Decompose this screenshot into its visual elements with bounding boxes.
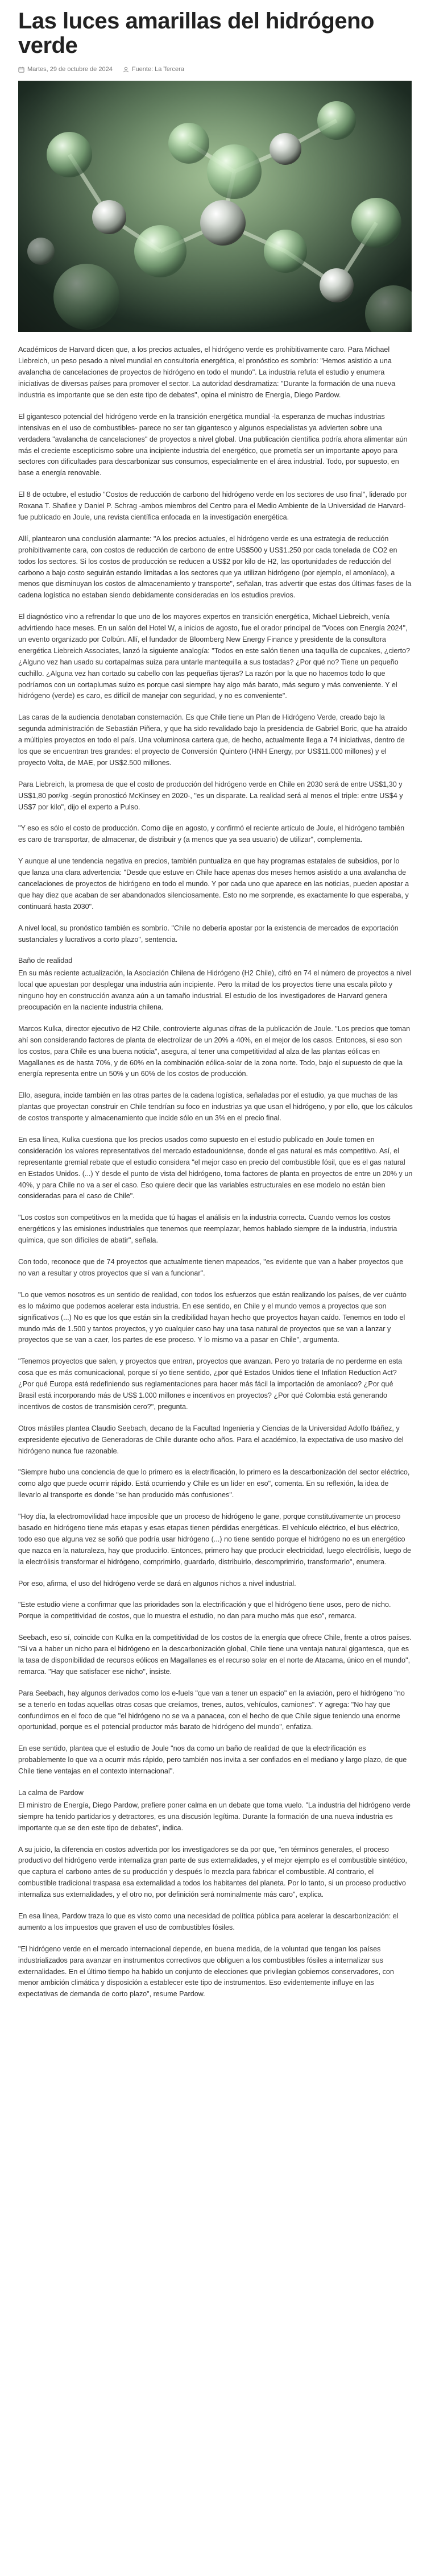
paragraph: Con todo, reconoce que de 74 proyectos que actualmente tienen mapeados, "es evidente que van a haber proyectos que no van a resultar y otros proyectos que sí van a funcionar".	[18, 1258, 404, 1277]
hero-image	[18, 81, 412, 332]
paragraph: "Lo que vemos nosotros es un sentido de realidad, con todos los esfuerzos que están realizando los países, de ver cuánto es lo máximo que podemos acelerar esta industria. En ese sentido, en Chile y el mundo vemos a proyectos que son significativos (...) No es que los que están sin la credibilidad hayan hecho que proyectos hayan caído. Tenemos en todo el mundo más de 1.500 y tantos proyectos, y yo cualquier caso hay una tasa natural de proyectos que se van a lanzar y proyectos que se van a caer, los partes de ese proceso. Y lo mismo va a pasar en Chile", argumenta.	[18, 1290, 407, 1344]
user-icon	[123, 67, 129, 73]
paragraph: Para Liebreich, la promesa de que el costo de producción del hidrógeno verde en Chile en 2030 será de entre US$1,30 y US$1,80 por/kg -según pronosticó McKinsey en 2020-, "es un disparate. La realidad será al menos el triple: entre US$4 y US$7 por kilo", dijo el experto a Pulso.	[18, 780, 403, 811]
article-source: Fuente: La Tercera	[131, 66, 184, 73]
article-meta	[18, 66, 413, 73]
paragraph: Allí, plantearon una conclusión alarmante: "A los precios actuales, el hidrógeno verde es una estrategia de reducción prohibitivamente cara, con costos de reducción de carbono de entre US$500 y US$1.250 por cada tonelada de CO2 en todos los sectores. Si los costos de producción se reducen a US$2 por kilo de H2, las oportunidades de reducción del carbono a bajo costo seguirán estando limitadas a los sectores que ya utilizan hidrógeno (por ejemplo, el amoníaco), a menos que disminuyan los costos de almacenamiento y transporte", señalan, tras advertir que estas dos últimas fases de la cadena logística no estaban siendo debidamente consideradas en los estudios previos.	[18, 534, 412, 600]
paragraph: El 8 de octubre, el estudio "Costos de reducción de carbono del hidrógeno verde en los sectores de uso final", liderado por Roxana T. Shafiee y Daniel P. Schrag -ambos miembros del Centro para el Medio Ambiente de la Universidad de Harvard- fue publicado en Joule, una revista científica enfocada en la investigación energética.	[18, 491, 407, 521]
paragraph: En ese sentido, plantea que el estudio de Joule "nos da como un baño de realidad de que la electrificación es probablemente lo que va a ocurrir más rápido, pero también nos invita a ser confiados en el mediano y largo plazo, de que Chile tiene ventajas en el contexto internacional".	[18, 1744, 407, 1776]
paragraph: En esa línea, Pardow traza lo que es visto como una necesidad de política pública para acelerar la descarbonización: el aumento a los impuestos que graven el uso de combustibles fósiles.	[18, 1912, 399, 1931]
molecule-illustration	[18, 81, 412, 332]
paragraph: Académicos de Harvard dicen que, a los precios actuales, el hidrógeno verde es prohibitivamente caro. Para Michael Liebreich, un peso pesado a nivel mundial en consultoría energética, el pronóstico es sombrío: "Hemos asistido a una avalancha de cancelaciones de proyectos de hidrógeno en todo el mundo". La industria refuta el estudio y enumera iniciativas de diversas países para promover el sector. La autoridad desdramatiza: "Durante la formación de una nueva industria es importante que se den este tipo de debates", opina el ministro de Energía, Diego Pardow.	[18, 346, 396, 399]
paragraph: Ello, asegura, incide también en las otras partes de la cadena logística, señaladas por el estudio, ya que muchas de las plantas que proyectan construir en Chile tendrían su foco en industrias ya que usan el hidrógeno, y por ello, que los cálculos de costos transporte y almacenamiento que incide sólo en un 3% en el precio final.	[18, 1091, 413, 1123]
paragraph: "Y eso es sólo el costo de producción. Como dije en agosto, y confirmó el reciente artículo de Joule, el hidrógeno también es caro de transportar, de almacenar, de distribuir y (a menos que ya sea usuario) de utilizar", complementa.	[18, 824, 405, 844]
calendar-icon	[18, 67, 24, 73]
paragraph: El ministro de Energía, Diego Pardow, prefiere poner calma en un debate que toma vuelo. "La industria del hidrógeno verde siempre ha tenido partidarios y detractores, es una discusión legítima. Durante la formación de una nueva industria es importante que se den este tipo de debates", indica.	[18, 1801, 411, 1832]
paragraph: El gigantesco potencial del hidrógeno verde en la transición energética mundial -la esperanza de muchas industrias intensivas en el uso de combustibles- parece no ser tan gigantesco y algunos especialistas ya advierten sobre una verdadera "avalancha de cancelaciones" de proyectos a nivel global. Una publicación científica podría ahora alimentar aún más el creciente escepticismo sobre una incipiente industria del energético, que prometía ser un importante apoyo para sectores con dificultades para descarbonizar sus consumos, especialmente en el área industrial. Todo, por supuesto, en base a energía renovable.	[18, 412, 408, 477]
section-heading: La calma de Pardow	[18, 1789, 84, 1797]
paragraph: "Siempre hubo una conciencia de que lo primero es la electrificación, lo primero es la descarbonización del sector eléctrico, como algo que puede ocurrir rápido. Está ocurriendo y Chile es un líder en eso", comenta. En su reflexión, la idea de llevarlo al transporte es donde "se han producido más confusiones".	[18, 1468, 410, 1499]
article-body	[18, 344, 413, 2000]
article-date: Martes, 29 de octubre de 2024	[27, 66, 113, 73]
paragraph: A su juicio, la diferencia en costos advertida por los investigadores se da por que, "en términos generales, el proceso productivo del hidrógeno verde internaliza gran parte de sus externalidades, y el mejor ejemplo es el combustible sintético, que captura el carbono antes de su producción y después lo mezcla para fabricar el combustible. Al contrario, el combustible tradicional traspasa esa externalidad a todos los habitantes del planeta. Por lo tanto, si un proceso productivo internaliza sus externalidades, y el otro no, por definición será nominalmente más caro", explica.	[18, 1845, 407, 1899]
paragraph: "Este estudio viene a confirmar que las prioridades son la electrificación y que el hidrógeno tiene usos, pero de nicho. Porque la competitividad de costos, que lo muestra el estudio, no dan para mucho más que eso", remarca.	[18, 1601, 391, 1621]
article-title: Las luces amarillas del hidrógeno verde	[18, 9, 374, 59]
paragraph: Por eso, afirma, el uso del hidrógeno verde se dará en algunos nichos a nivel industrial.	[18, 1579, 296, 1588]
section-heading: Baño de realidad	[18, 957, 73, 965]
paragraph: El diagnóstico vino a refrendar lo que uno de los mayores expertos en transición energética, Michael Liebreich, venía advirtiendo hace meses. En un salón del Hotel W, a inicios de agosto, fue el orador principal de "Voces con Energía 2024", un evento organizado por Colbún. Allí, el fundador de Bloomberg New Energy Finance y presidente de la consultora energética Liebreich Associates, lanzó la siguiente analogía: "Todos en este salón tienen una taquilla de cupcakes, ¿cierto? ¿Alguno vez han usado su cortapalmas suiza para untarle mantequilla a sus tostadas? ¿Por qué no? Tiene un pequeño cuchillo. ¿Alguna vez han cortado su cabello con las pequeñas tijeras? La razón por la que no hacemos todo lo que podríamos con un cortaplumas suizo es porque casi siempre hay algo más barato, más seguro y más conveniente. Y el hidrógeno (verde) es caro, es difícil de manejar con seguridad, y no es conveniente".	[18, 613, 411, 700]
paragraph: "Hoy día, la electromovilidad hace imposible que un proceso de hidrógeno le gane, porque constitutivamente un proceso basado en hidrógeno tiene más etapas y esas etapas tienen pérdidas energéticas. El vehículo eléctrico, el bus eléctrico, todo eso que alguna vez se soñó que podría usar hidrógeno (...) no tiene sentido porque el hidrógeno no es un energético que nazca en la naturaleza, hay que producirlo. Entonces, primero hay que producir electricidad, luego electrólisis, luego de la electrólisis transformar el hidrógeno, comprimirlo, guardarlo, distribuirlo, descomprimirlo, transformarlo", enumera.	[18, 1513, 411, 1566]
paragraph: Seebach, eso sí, coincide con Kulka en la competitividad de los costos de la energía que ofrece Chile, frente a otros países. "Si va a haber un nicho para el hidrógeno en la descarbonización global, Chile tiene una ventaja natural gigantesca, que es la tasa de disponibilidad de recursos eólicos en Magallanes es el recurso solar en el norte de Atacama, único en el mundo", remarca. "Hay que satisfacer ese nicho", insiste.	[18, 1634, 412, 1676]
paragraph: Para Seebach, hay algunos derivados como los e-fuels "que van a tener un espacio" en la aviación, pero el hidrógeno "no se a tenerlo en todas aquellas otras cosas que creíamos, trenes, autos, vehículos, camiones". Y agrega: "No hay que confundirnos en el foco de que "el hidrógeno no se va a panacea, con el hecho de que Chile sigue teniendo una enorme oportunidad, porque es el potencial productor más barato de hidrógeno del mundo", enfatiza.	[18, 1689, 405, 1731]
paragraph: Las caras de la audiencia denotaban consternación. Es que Chile tiene un Plan de Hidrógeno Verde, creado bajo la segunda administración de Sebastián Piñera, y que ha sido revalidado bajo la presidencia de Gabriel Boric, que ha atraído a múltiples proyectos en todo el país. Una voluminosa cartera que, de hecho, actualmente llega a 74 iniciativas, dentro de los que se encuentran tres grandes: el proyecto de Conversión Quintero (HNH Energy, por US$11.000 millones) y el proyecto Volta, de MAE, por US$2.500 millones.	[18, 713, 407, 767]
source-meta	[123, 66, 184, 73]
paragraph: A nivel local, su pronóstico también es sombrío. "Chile no debería apostar por la existencia de mercados de exportación sustanciales y lucrativos a corto plazo", sentencia.	[18, 924, 399, 944]
paragraph: En su más reciente actualización, la Asociación Chilena de Hidrógeno (H2 Chile), cifró en 74 el número de proyectos a nivel local que apuestan por desplegar una industria aún incipiente. Pero la mitad de los proyectos tiene una escala piloto y ninguno hoy en construcción avanza aún a un tamaño industrial. El estudio de los investigadores de Harvard genera preocupación en la naciente industria chilena.	[18, 969, 411, 1012]
paragraph: "Tenemos proyectos que salen, y proyectos que entran, proyectos que avanzan. Pero yo trataría de no perderme en esta cosa que es más comunicacional, porque sí yo tiene sentido, ¿por qué Estados Unidos tiene el Inflation Reduction Act? ¿Por qué Europa está redefiniendo sus reglamentaciones para hacer más fácil la importación de amoníaco? ¿Por qué Brasil está incorporando más de US$ 1.000 millones e incentivos en proyectos? ¿Por qué Colombia está generando incentivos de costos de transmisión cero?", pregunta.	[18, 1357, 403, 1411]
paragraph: Marcos Kulka, director ejecutivo de H2 Chile, controvierte algunas cifras de la publicación de Joule. "Los precios que toman ahí son considerando factores de planta de electrolizar de un 20% a 40%, en el mejor de los casos. Entonces, si eso son los costos, para Chile es una buena noticia", asegura, al tener una competitividad al alza de las plantas eólicas en Magallanes es de hasta 70%, y de 60% en la combinación eólica-solar de la zona norte. Todo, bajo el supuesto de que la energía representa entre un 50% y un 60% de los costos de producción.	[18, 1024, 411, 1078]
paragraph: Otros mástiles plantea Claudio Seebach, decano de la Facultad Ingeniería y Ciencias de la Universidad Adolfo Ibáñez, y expresidente ejecutivo de Generadoras de Chile durante ocho años. Para el académico, la expectativa de uso masivo del hidrógeno nunca fue razonable.	[18, 1424, 404, 1455]
paragraph: En esa línea, Kulka cuestiona que los precios usados como supuesto en el estudio publicado en Joule tomen en consideración los valores representativos del mercado estadounidense, donde el gas natural es más competitivo. Así, el representante gremial rebate que el estudio considera "el mejor caso en precio del combustible fósil, que es el gas natural en Estados Unidos. (...) Y desde el punto de vista del hidrógeno, toma factores de planta en proyectos de entre un 20% y un 40%, y para Chile no va a ser el caso. Eso quiere decir que las variables estructurales en ese modelo no están bien consideradas para el caso de Chile".	[18, 1136, 413, 1200]
paragraph: Y aunque al une tendencia negativa en precios, también puntualiza en que hay programas estatales de subsidios, por lo que lanza una clara advertencia: "Desde que estuve en Chile hace apenas dos meses hemos asistido a una avalancha de cancelaciones de proyectos de hidrógeno en todo el mundo. Y por cada uno que aparece en las noticias, pueden apostar a que hay diez que acaban de ser abandonados silenciosamente. Esto no me sorprende, es exactamente lo que esperaba, y continuará hasta 2030".	[18, 857, 409, 911]
date-meta	[18, 66, 113, 73]
paragraph: "Los costos son competitivos en la medida que tú hagas el análisis en la industria correcta. Cuando vemos los costos energéticos y las emisiones industriales que tenemos que reemplazar, hemos hablado siempre de la industria, industria química, que son difíciles de abatir", señala.	[18, 1214, 397, 1245]
paragraph: "El hidrógeno verde en el mercado internacional depende, en buena medida, de la voluntad que tengan los países industrializados para avanzar en instrumentos correctivos que obliguen a los combustibles fósiles a internalizar sus externalidades. En el último tiempo ha habido un conjunto de elecciones que privilegian gobiernos conservadores, con menor ambición climática y disposición a establecer este tipo de instrumentos. Eso evidentemente influye en las expectativas de demanda de corto plazo", resume Pardow.	[18, 1945, 394, 1999]
